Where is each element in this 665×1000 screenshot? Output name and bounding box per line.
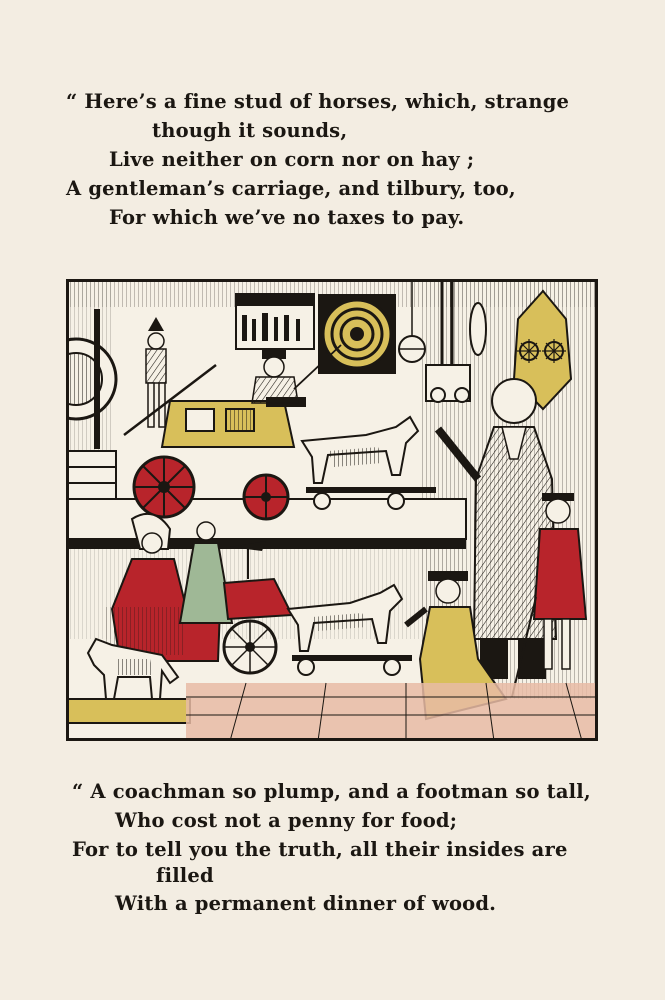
verse-line: A gentleman’s carriage, and tilbury, too,	[66, 177, 516, 200]
bookshelf-window	[236, 294, 314, 349]
verse-line: “ A coachman so plump, and a footman so tall,	[72, 780, 591, 803]
verse-line: Who cost not a penny for food;	[115, 809, 458, 832]
verse-line: “ Here’s a fine stud of horses, which, strange	[66, 90, 570, 113]
floor	[186, 683, 598, 741]
dartboard	[318, 294, 396, 374]
woodcut-illustration	[66, 279, 598, 741]
verse-line: For to tell you the truth, all their insides are	[72, 838, 568, 861]
verse-line: With a permanent dinner of wood.	[115, 892, 497, 915]
verse-line: Live neither on corn nor on hay ;	[109, 148, 475, 171]
verse-line: For which we’ve no taxes to pay.	[109, 206, 465, 229]
verse-line: though it sounds,	[152, 119, 348, 142]
chest-of-drawers	[68, 451, 116, 499]
bottom-verse	[0, 780, 665, 920]
top-verse	[0, 90, 665, 240]
verse-line: filled	[156, 864, 214, 887]
